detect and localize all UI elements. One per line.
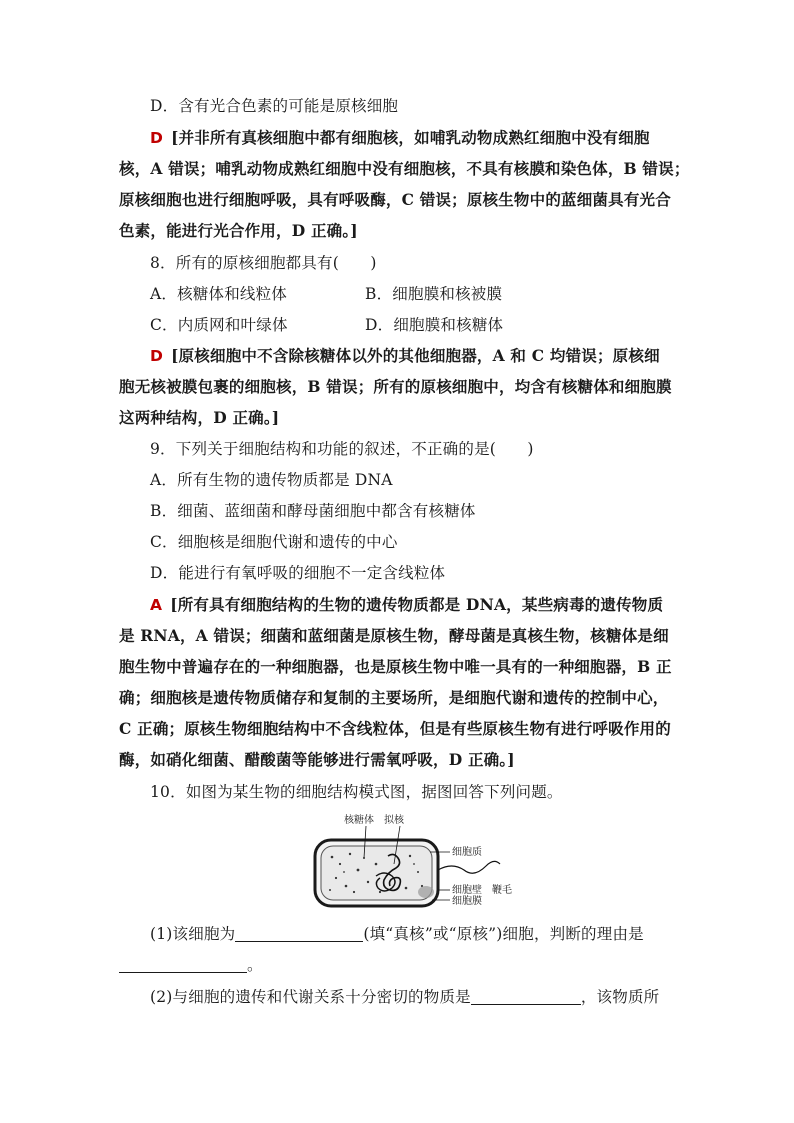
q7-answer: D	[150, 129, 164, 147]
q9-exp-1: [所有具有细胞结构的生物的遗传物质都是 DNA，某些病毒的遗传物质	[170, 595, 664, 614]
q10-sub1-line-2	[119, 955, 679, 975]
q8-option-c: C．内质网和叶绿体	[150, 316, 288, 334]
label-ribosome: 核糖体	[344, 815, 374, 826]
q9-exp-2: 是 RNA，A 错误；细菌和蓝细菌是原核生物，酵母菌是真核生物，核糖体是细	[119, 626, 669, 645]
q9-exp-3: 胞生物中普遍存在的一种细胞器，也是原核生物中唯一具有的一种细胞器，B 正	[119, 657, 672, 676]
q8-exp-3: 这两种结构，D 正确。]	[119, 408, 280, 427]
q8-answer: D	[150, 347, 164, 365]
q7-explanation-line-1	[150, 128, 680, 148]
q9-option-d: D．能进行有氧呼吸的细胞不一定含线粒体	[150, 564, 446, 582]
q8-option-d: D．细胞膜和核糖体	[365, 316, 504, 334]
dark-patch	[418, 886, 434, 898]
q8-exp-1: [原核细胞中不含除核糖体以外的其他细胞器，A 和 C 均错误；原核细	[171, 346, 660, 365]
q9-exp-6: 酶，如硝化细菌、醋酸菌等能够进行需氧呼吸，D 正确。]	[119, 750, 515, 769]
q8-exp-2: 胞无核被膜包裹的细胞核，B 错误；所有的原核细胞中，均含有核糖体和细胞膜	[119, 377, 672, 396]
q8-options-row-1	[150, 284, 680, 304]
q10-sub1-line-1	[150, 924, 680, 944]
q10-sub1-a: (1)该细胞为	[150, 925, 236, 943]
flagellum-shape	[438, 861, 500, 873]
q10-sub1-end: 。	[247, 956, 263, 974]
label-nucleoid: 拟核	[384, 815, 404, 826]
q9-answer: A	[150, 596, 163, 614]
label-cell-membrane: 细胞膜	[452, 896, 482, 907]
q10-sub1-blank-1[interactable]	[235, 925, 363, 942]
q10-sub2-blank[interactable]	[471, 988, 581, 1005]
q8-stem: 8．所有的原核细胞都具有( )	[150, 254, 377, 272]
q8-option-a: A．核糖体和线粒体	[150, 285, 287, 303]
q9-exp-4: 确；细胞核是遗传物质储存和复制的主要场所，是细胞代谢和遗传的控制中心，	[119, 688, 669, 707]
q8-options-row-2	[150, 315, 680, 335]
q9-option-a: A．所有生物的遗传物质都是 DNA	[150, 471, 393, 489]
q7-exp-1: [并非所有真核细胞中都有细胞核，如哺乳动物成熟红细胞中没有细胞	[171, 128, 650, 147]
label-cell-wall: 细胞壁	[452, 885, 482, 896]
q7-exp-4: 色素，能进行光合作用，D 正确。]	[119, 221, 358, 240]
q10-stem: 10．如图为某生物的细胞结构模式图，据图回答下列问题。	[150, 783, 563, 801]
q10-sub2-a: (2)与细胞的遗传和代谢关系十分密切的物质是	[150, 988, 471, 1006]
label-cytoplasm: 细胞质	[452, 847, 482, 858]
q7-exp-2: 核，A 错误；哺乳动物成熟红细胞中没有细胞核，不具有核膜和染色体，B 错误；	[119, 159, 690, 178]
q8-explanation-line-1	[150, 346, 680, 366]
q9-exp-5: C 正确；原核生物细胞结构中不含线粒体，但是有些原核生物有进行呼吸作用的	[119, 719, 671, 738]
q10-sub2-line-1	[150, 987, 680, 1007]
q8-option-b: B．细胞膜和核被膜	[365, 285, 503, 303]
q9-option-b: B．细菌、蓝细菌和酵母菌细胞中都含有核糖体	[150, 502, 476, 520]
q7-option-d: D．含有光合色素的可能是原核细胞	[150, 97, 399, 115]
q10-sub1-blank-2[interactable]	[119, 956, 247, 973]
q9-option-c: C．细胞核是细胞代谢和遗传的中心	[150, 533, 398, 551]
q9-explanation-line-1	[150, 595, 680, 615]
q10-sub2-b: ，该物质所	[580, 988, 660, 1006]
q10-sub1-b: (填“真核”或“原核”)细胞，判断的理由是	[363, 925, 644, 943]
prokaryotic-cell-diagram	[310, 812, 530, 912]
q9-stem: 9．下列关于细胞结构和功能的叙述，不正确的是( )	[150, 440, 534, 458]
q7-exp-3: 原核细胞也进行细胞呼吸，具有呼吸酶，C 错误；原核生物中的蓝细菌具有光合	[119, 190, 671, 209]
label-flagellum: 鞭毛	[492, 885, 512, 896]
cell-membrane-shape	[321, 846, 432, 900]
